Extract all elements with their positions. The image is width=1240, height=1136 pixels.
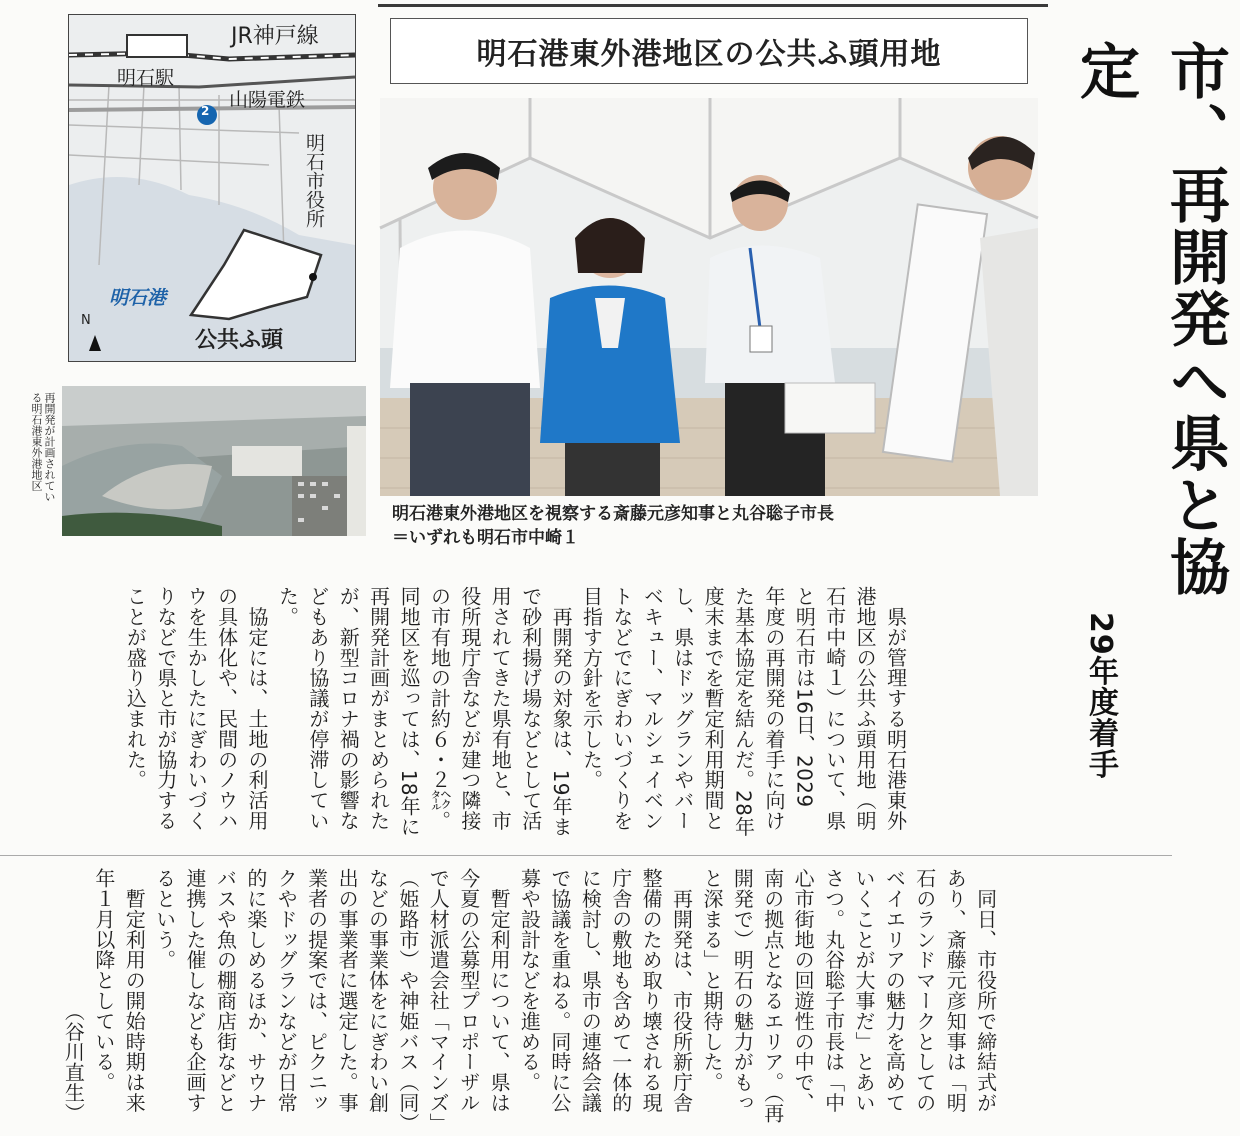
map-jr-line: JR神戸線 (231, 24, 319, 49)
caption-line-2: ＝いずれも明石市中崎１ (392, 528, 579, 548)
section-box-title: 明石港東外港地区の公共ふ頭用地 (390, 18, 1028, 84)
location-map (68, 14, 356, 362)
headline (1060, 40, 1240, 600)
headline-part-1: 市、 (1160, 40, 1230, 164)
section-divider (0, 855, 1172, 856)
headline-part-2: 再開発へ (1160, 164, 1230, 412)
map-pier: 公共ふ頭 (195, 328, 284, 353)
map-city-hall: 明石市役所 (303, 133, 325, 228)
headline-part-3: 県と協定 (1070, 40, 1230, 598)
map-route-number: 2 (201, 104, 210, 118)
top-rule (378, 4, 1048, 7)
harbor-aerial-photo (62, 386, 366, 536)
map-sanyo-line: 山陽電鉄 (229, 89, 306, 111)
caption-line-1: 明石港東外港地区を視察する斎藤元彦知事と丸谷聡子市長 (392, 504, 834, 524)
main-photo (380, 98, 1038, 496)
article-body-lower: 同日、市役所で締結式が あり、斎藤元彦知事は「明 石のランドマークとしての ベイエリアの魅力を高めて いくことが大事だ」とあい さつ。丸谷聡子市長は「中 心市街地の回遊性の中で、 南の拠点となるエリア。（再 開発で）明石の魅力がもっ と深まる」と期待した。 再開発は、市役所新庁舎 整備のため取り壊される現 庁舎の敷地も含めて一体的 に検討し、県市の連絡会議 で協議を重ねる。同時に公 募や設計などを進める。 暫定利用について、県は 今夏の公募型プロポーザル で人材派遣会社「マインズ」 （姫路市）や神姫バス（同） などの事業体をにぎわい創 出の事業者に選定した。事 業者の提案では、ピクニッ クやドッグランなどが日常 的に楽しめるほか、サウナ バスや魚の棚商店街などと 連携した催しなども企画す るという。 暫定利用の開始時期は来 年１月以降としている。 （谷川直生） (61, 868, 998, 1134)
main-photo-caption (392, 502, 1032, 550)
map-north: N (81, 313, 91, 328)
article-body-upper: 県が管理する明石港東外 港地区の公共ふ頭用地（明 石市中崎１）について、県 と明石市は16日、2029 年度の再開発の着手に向け た基本協定を結んだ。28年 度末までを暫定利用期間と し、県はドッグランやバー ベキュー、マルシェイベン トなどでにぎわいづくりを 目指す方針を示した。 再開発の対象は、19年ま で砂利揚げ場などとして活 用されてきた県有地と、市 役所現庁舎などが建つ隣接 の市有地の計約６・２㌶。 同地区を巡っては、18年に 再開発計画がまとめられた が、新型コロナ禍の影響な どもあり協議が停滞してい た。 協定には、土地の利活用 の具体化や、民間のノウハ ウを生かしたにぎわいづく りなどで県と市が協力する ことが盛り込まれた。 (123, 586, 908, 837)
harbor-photo-caption: 再開発が計画されてい る明石港東外港地区 (30, 392, 56, 502)
subheadline: 29年度着手 (1083, 612, 1118, 780)
map-station: 明石駅 (117, 67, 175, 89)
map-port: 明石港 (109, 287, 167, 309)
